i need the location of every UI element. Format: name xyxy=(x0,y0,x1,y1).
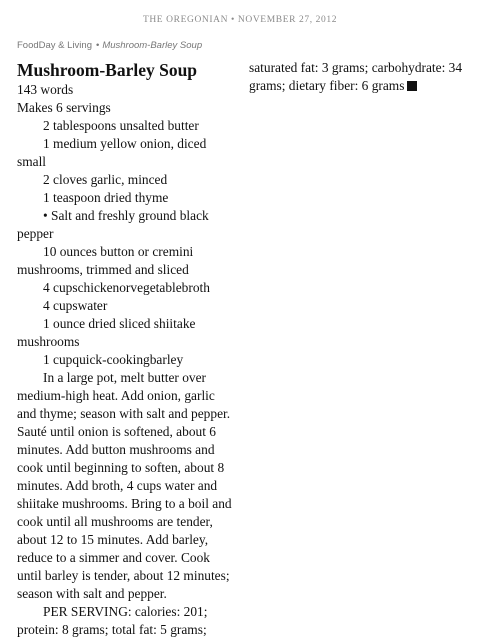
ingredient-item: 1 medium yellow onion, diced small xyxy=(17,136,207,169)
nutrition-info-part2: saturated fat: 3 grams; carbohydrate: 34 grams; dietary fiber: 6 grams xyxy=(249,60,463,93)
ingredient-item: 4 cupswater xyxy=(43,298,108,313)
ingredient-item: 2 cloves garlic, minced xyxy=(43,172,168,187)
breadcrumb-separator: • xyxy=(95,40,100,51)
instructions-paragraph: In a large pot, melt butter over medium-high heat. Add onion, garlic and thyme; season with salt and pepper. Sauté until onion is softened, about 6 minutes. Add button mushrooms and cook until beginning to soften, about 8 minutes. Add broth, 4 cups water and shiitake mushrooms. Bring to a boil and cook until all mushrooms are tender, about 12 to 15 minutes. Add barley, reduce to a simmer and cover. Cook until barley is tender, about 12 minutes; season with salt and pepper. xyxy=(17,370,232,601)
ingredient-list xyxy=(17,117,237,369)
ingredient-item: 1 teaspoon dried thyme xyxy=(43,190,169,205)
breadcrumb xyxy=(17,40,202,51)
breadcrumb-section-link[interactable]: FoodDay & Living xyxy=(17,40,92,51)
end-of-article-icon xyxy=(407,81,417,91)
article-title: Mushroom-Barley Soup xyxy=(17,60,198,80)
ingredient-item: 1 cupquick-cookingbarley xyxy=(43,352,184,367)
nutrition-info-part2-paragraph xyxy=(249,59,469,95)
article-column-right xyxy=(249,59,469,95)
article-column-left xyxy=(17,59,237,639)
nutrition-info-part1: PER SERVING: calories: 201; protein: 8 grams; total fat: 5 grams; xyxy=(17,604,208,637)
breadcrumb-current: Mushroom-Barley Soup xyxy=(102,40,203,51)
ingredient-item: 10 ounces button or cremini mushrooms, trimmed and sliced xyxy=(17,244,194,277)
ingredient-item: • Salt and freshly ground black pepper xyxy=(17,208,209,241)
masthead: THE OREGONIAN • NOVEMBER 27, 2012 xyxy=(142,15,338,25)
ingredient-item: 2 tablespoons unsalted butter xyxy=(43,118,199,133)
ingredient-item: 4 cupschickenorvegetablebroth xyxy=(43,280,210,295)
word-count: 143 words xyxy=(17,82,74,97)
ingredient-item: 1 ounce dried sliced shiitake mushrooms xyxy=(17,316,196,349)
servings: Makes 6 servings xyxy=(17,100,111,115)
